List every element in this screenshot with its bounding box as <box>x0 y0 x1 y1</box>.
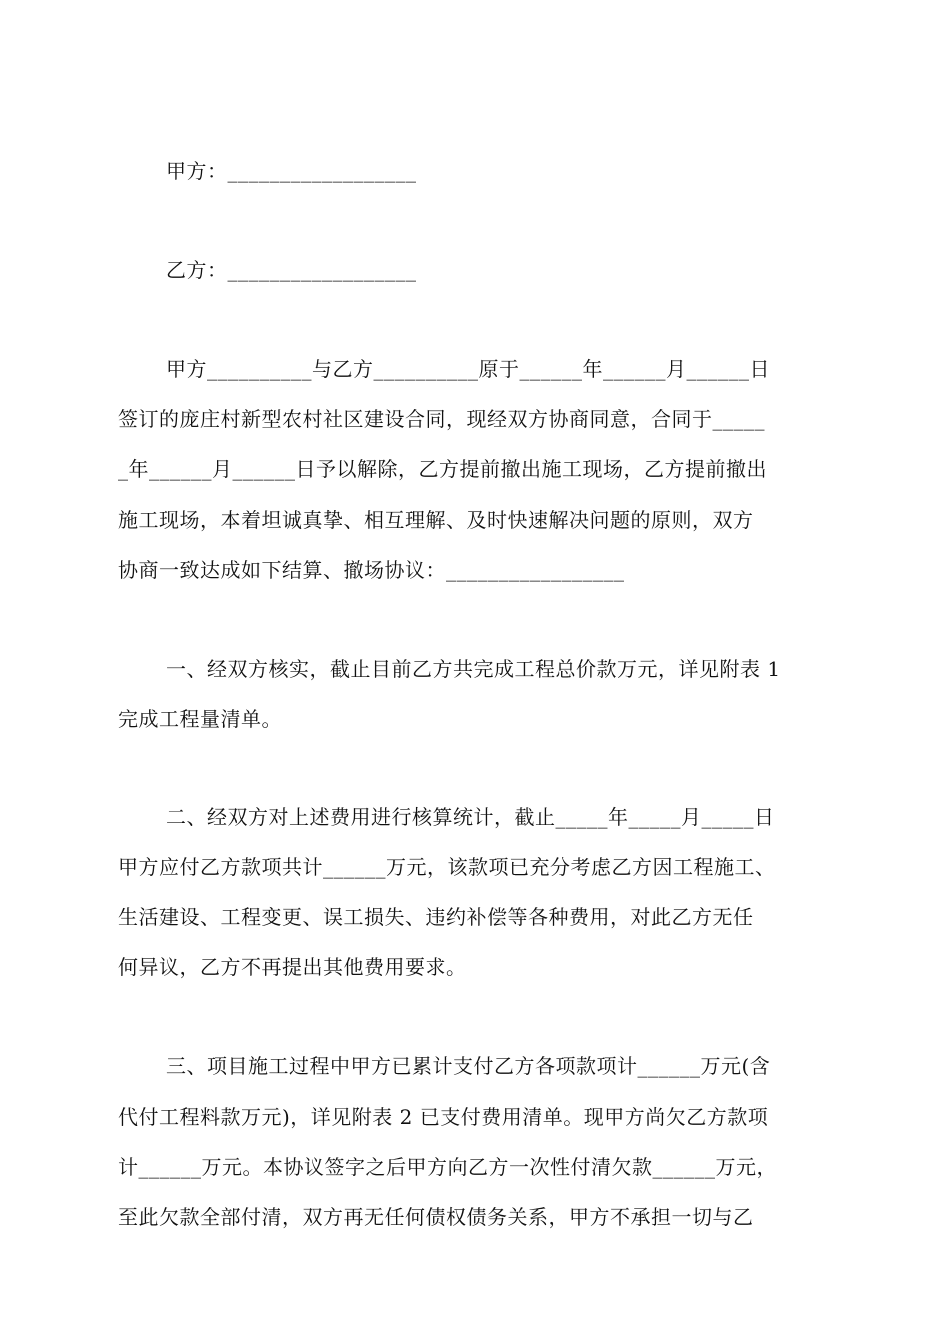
clause-3-line: 代付工程料款万元)，详见附表 2 已支付费用清单。现甲方尚欠乙方款项 <box>118 1105 769 1129</box>
clause-2-line: 甲方应付乙方款项共计______万元，该款项已充分考虑乙方因工程施工、 <box>118 855 776 879</box>
clause-3-line: 三、项目施工过程中甲方已累计支付乙方各项款项计______万元(含 <box>166 1054 771 1078</box>
clause-3-line: 计______万元。本协议签字之后甲方向乙方一次性付清欠款______万元， <box>118 1155 777 1179</box>
paragraph-preamble-line: 甲方__________与乙方__________原于______年______月______日 <box>166 357 770 381</box>
clause-2-line: 二、经双方对上述费用进行核算统计，截止_____年_____月_____日 <box>166 805 775 829</box>
party-a-line: 甲方：__________________ <box>166 159 417 183</box>
clause-1-line: 完成工程量清单。 <box>118 707 282 731</box>
clause-2-line: 生活建设、工程变更、误工损失、违约补偿等各种费用，对此乙方无任 <box>118 905 754 929</box>
paragraph-preamble-line: 施工现场，本着坦诚真挚、相互理解、及时快速解决问题的原则，双方 <box>118 508 754 532</box>
paragraph-preamble-line: 签订的庞庄村新型农村社区建设合同，现经双方协商同意，合同于_____ <box>118 407 765 431</box>
paragraph-preamble-line: _年______月______日予以解除，乙方提前撤出施工现场，乙方提前撤出 <box>118 457 767 481</box>
party-b-line: 乙方：__________________ <box>166 258 417 282</box>
paragraph-preamble-line: 协商一致达成如下结算、撤场协议：_________________ <box>118 558 625 582</box>
clause-3-line: 至此欠款全部付清，双方再无任何债权债务关系，甲方不承担一切与乙 <box>118 1205 754 1229</box>
clause-2-line: 何异议，乙方不再提出其他费用要求。 <box>118 955 467 979</box>
clause-1-line: 一、经双方核实，截止目前乙方共完成工程总价款万元，详见附表 1 <box>166 657 781 681</box>
